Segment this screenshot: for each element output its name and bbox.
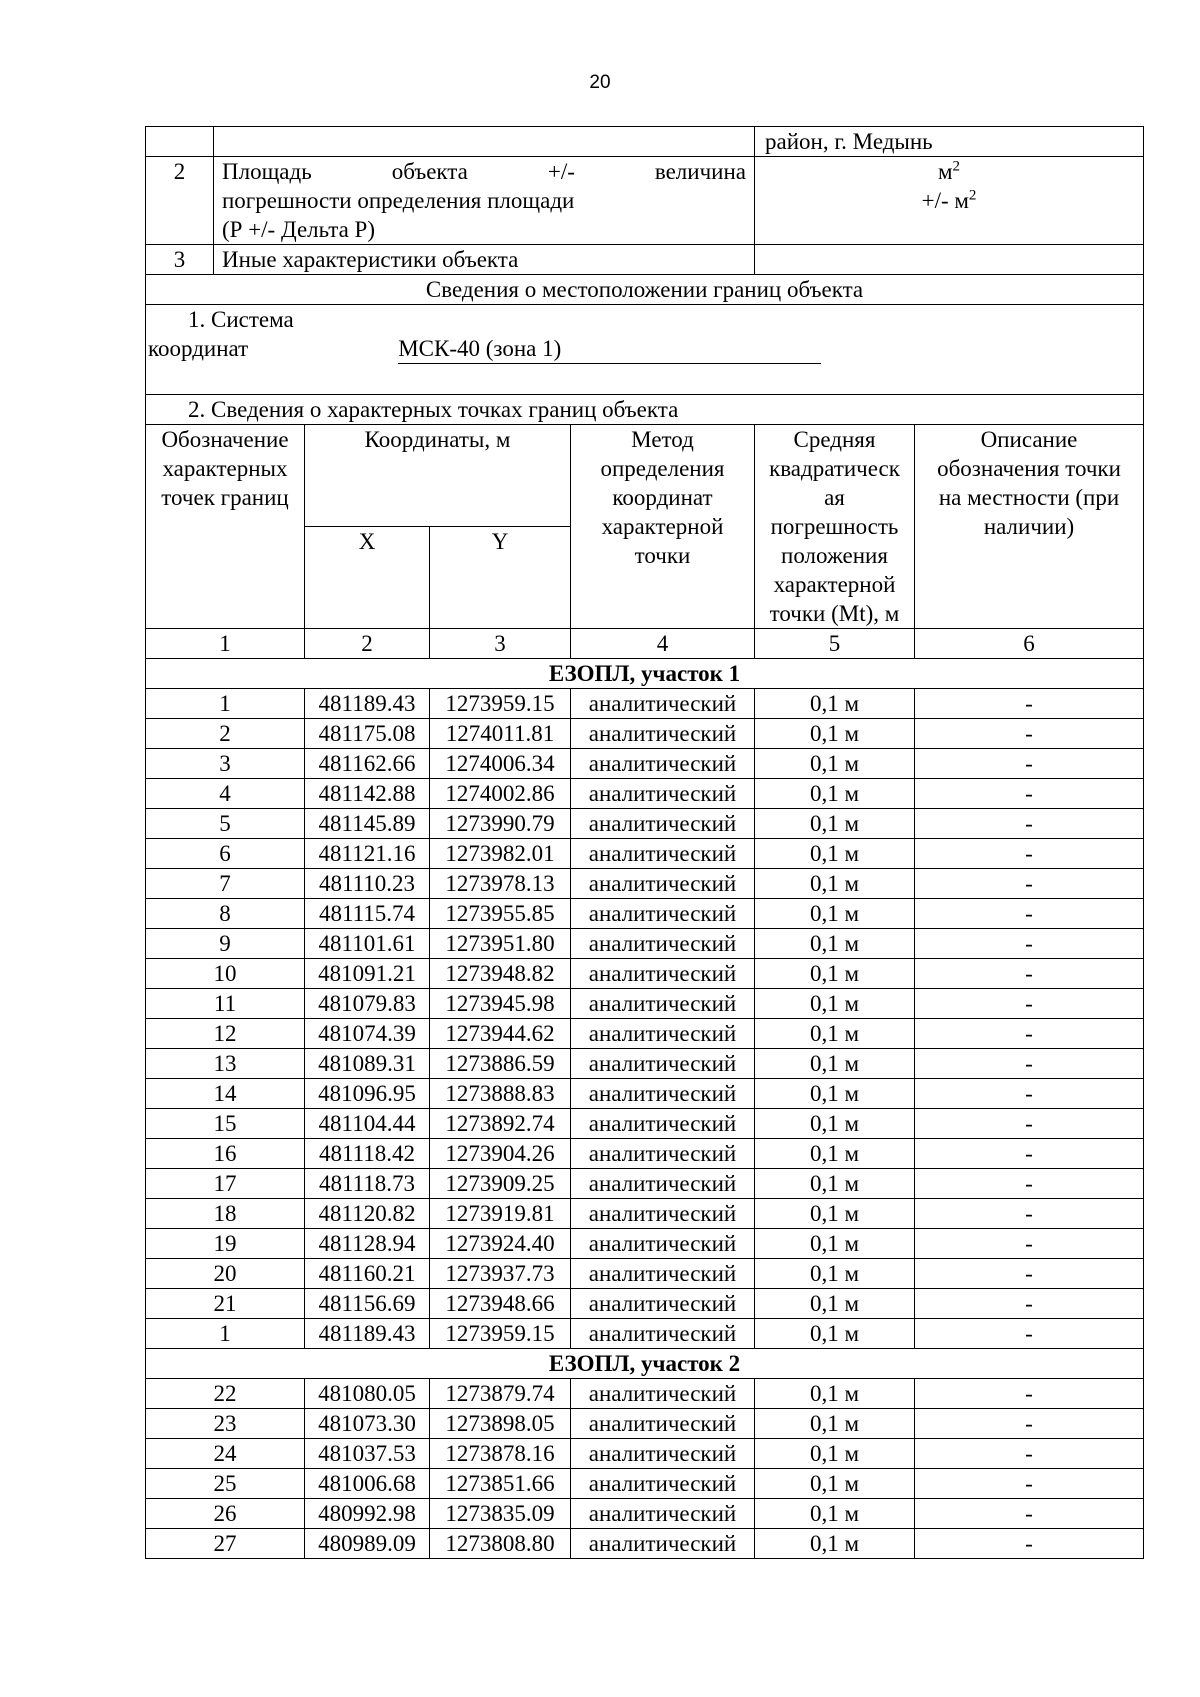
x-coordinate: 481128.94	[305, 1229, 430, 1259]
x-coordinate: 481156.69	[305, 1289, 430, 1319]
y-coordinate: 1273951.80	[430, 929, 571, 959]
y-coordinate: 1273919.81	[430, 1199, 571, 1229]
point-number: 18	[146, 1199, 305, 1229]
method: аналитический	[571, 1289, 755, 1319]
top-row-num: 2	[146, 157, 214, 245]
description: -	[915, 1319, 1144, 1349]
y-coordinate: 1273904.26	[430, 1139, 571, 1169]
points-body	[146, 659, 1144, 1559]
table-row	[146, 1499, 1144, 1529]
header-designation	[146, 425, 305, 629]
mean-error: 0,1 м	[755, 1079, 915, 1109]
method: аналитический	[571, 689, 755, 719]
area-unit: м	[937, 159, 953, 184]
y-coordinate: 1273959.15	[430, 1319, 571, 1349]
header-x: X	[305, 527, 430, 629]
table-row	[146, 989, 1144, 1019]
mean-error: 0,1 м	[755, 809, 915, 839]
section-header: ЕЗОПЛ, участок 2	[146, 1349, 1144, 1379]
header-description	[915, 425, 1144, 629]
section-header-row	[146, 1349, 1144, 1379]
description: -	[915, 1409, 1144, 1439]
table-row	[146, 1469, 1144, 1499]
mean-error: 0,1 м	[755, 1499, 915, 1529]
table-row	[146, 689, 1144, 719]
header-description-line: наличии)	[983, 514, 1075, 539]
header-row-1	[146, 425, 1144, 527]
section-title-row	[146, 275, 1144, 305]
table-row	[146, 959, 1144, 989]
table-row	[146, 1289, 1144, 1319]
column-number: 5	[755, 629, 915, 659]
x-coordinate: 481118.42	[305, 1139, 430, 1169]
method: аналитический	[571, 1529, 755, 1559]
top-row-1	[146, 157, 1144, 245]
mean-error: 0,1 м	[755, 929, 915, 959]
point-number: 9	[146, 929, 305, 959]
y-coordinate: 1273982.01	[430, 839, 571, 869]
point-number: 26	[146, 1499, 305, 1529]
column-number: 6	[915, 629, 1144, 659]
point-number: 1	[146, 689, 305, 719]
points-title-row	[146, 395, 1144, 425]
method: аналитический	[571, 839, 755, 869]
table-row	[146, 1439, 1144, 1469]
header-description-line: Описание	[980, 427, 1078, 452]
point-number: 7	[146, 869, 305, 899]
header-error-line: погрешность	[770, 514, 899, 539]
mean-error: 0,1 м	[755, 779, 915, 809]
table-row	[146, 1259, 1144, 1289]
table-row	[146, 929, 1144, 959]
x-coordinate: 481160.21	[305, 1259, 430, 1289]
x-coordinate: 481115.74	[305, 899, 430, 929]
table-row	[146, 719, 1144, 749]
y-coordinate: 1273948.66	[430, 1289, 571, 1319]
header-designation-line: точек границ	[161, 485, 289, 510]
mean-error: 0,1 м	[755, 1199, 915, 1229]
point-number: 24	[146, 1439, 305, 1469]
x-coordinate: 481121.16	[305, 839, 430, 869]
point-number: 15	[146, 1109, 305, 1139]
x-coordinate: 481101.61	[305, 929, 430, 959]
mean-error: 0,1 м	[755, 869, 915, 899]
header-coords: Координаты, м	[305, 425, 571, 527]
mean-error: 0,1 м	[755, 749, 915, 779]
method: аналитический	[571, 749, 755, 779]
top-row-0	[146, 127, 1144, 157]
x-coordinate: 481091.21	[305, 959, 430, 989]
mean-error: 0,1 м	[755, 1169, 915, 1199]
table-row	[146, 1169, 1144, 1199]
header-error-line: Средняя	[793, 427, 876, 452]
point-number: 3	[146, 749, 305, 779]
table-row	[146, 1109, 1144, 1139]
coord-system	[146, 305, 1144, 395]
area-label-line-3: (Р +/- Дельта Р)	[222, 217, 375, 242]
point-number: 22	[146, 1379, 305, 1409]
table-row	[146, 1529, 1144, 1559]
top-row-label	[214, 127, 755, 157]
y-coordinate: 1273944.62	[430, 1019, 571, 1049]
table-row	[146, 839, 1144, 869]
mean-error: 0,1 м	[755, 1229, 915, 1259]
y-coordinate: 1273924.40	[430, 1229, 571, 1259]
top-row-2	[146, 245, 1144, 275]
x-coordinate: 481175.08	[305, 719, 430, 749]
point-number: 4	[146, 779, 305, 809]
x-coordinate: 481162.66	[305, 749, 430, 779]
mean-error: 0,1 м	[755, 1289, 915, 1319]
section-header: ЕЗОПЛ, участок 1	[146, 659, 1144, 689]
mean-error: 0,1 м	[755, 1019, 915, 1049]
column-number: 4	[571, 629, 755, 659]
mean-error: 0,1 м	[755, 719, 915, 749]
header-method-line: точки	[634, 543, 691, 568]
table-row	[146, 1049, 1144, 1079]
x-coordinate: 481104.44	[305, 1109, 430, 1139]
method: аналитический	[571, 1169, 755, 1199]
point-number: 20	[146, 1259, 305, 1289]
y-coordinate: 1273959.15	[430, 689, 571, 719]
method: аналитический	[571, 719, 755, 749]
description: -	[915, 1109, 1144, 1139]
description: -	[915, 1169, 1144, 1199]
x-coordinate: 481110.23	[305, 869, 430, 899]
description: -	[915, 1259, 1144, 1289]
point-number: 17	[146, 1169, 305, 1199]
header-error-line: точки (Mt), м	[769, 601, 900, 626]
y-coordinate: 1273879.74	[430, 1379, 571, 1409]
header-description-line: на местности (при	[938, 485, 1120, 510]
section-title: Сведения о местоположении границ объекта	[146, 275, 1144, 305]
point-number: 16	[146, 1139, 305, 1169]
points-title: 2. Сведения о характерных точках границ объекта	[146, 395, 1144, 425]
header-error-line: квадратическ	[769, 456, 900, 481]
point-number: 27	[146, 1529, 305, 1559]
top-row-num	[146, 127, 214, 157]
method: аналитический	[571, 1199, 755, 1229]
method: аналитический	[571, 1049, 755, 1079]
header-method-line: координат	[612, 485, 713, 510]
mean-error: 0,1 м	[755, 959, 915, 989]
document-body	[145, 126, 1143, 1559]
x-coordinate: 481189.43	[305, 1319, 430, 1349]
y-coordinate: 1274011.81	[430, 719, 571, 749]
point-number: 12	[146, 1019, 305, 1049]
table-row	[146, 1199, 1144, 1229]
y-coordinate: 1273835.09	[430, 1499, 571, 1529]
x-coordinate: 481074.39	[305, 1019, 430, 1049]
point-number: 11	[146, 989, 305, 1019]
column-number: 2	[305, 629, 430, 659]
mean-error: 0,1 м	[755, 989, 915, 1019]
x-coordinate: 481142.88	[305, 779, 430, 809]
top-row-label	[214, 157, 755, 245]
x-coordinate: 481073.30	[305, 1409, 430, 1439]
description: -	[915, 869, 1144, 899]
description: -	[915, 1529, 1144, 1559]
y-coordinate: 1273955.85	[430, 899, 571, 929]
y-coordinate: 1273945.98	[430, 989, 571, 1019]
coord-system-value: МСК-40 (зона 1)	[398, 334, 821, 364]
area-value	[755, 157, 1144, 245]
y-coordinate: 1273886.59	[430, 1049, 571, 1079]
description: -	[915, 899, 1144, 929]
header-error-line: ая	[824, 485, 845, 510]
method: аналитический	[571, 1079, 755, 1109]
description: -	[915, 1439, 1144, 1469]
x-coordinate: 481006.68	[305, 1469, 430, 1499]
y-coordinate: 1274002.86	[430, 779, 571, 809]
area-label-line-2: погрешности определения площади	[222, 188, 575, 213]
header-method-line: Метод	[631, 427, 694, 452]
method: аналитический	[571, 1109, 755, 1139]
method: аналитический	[571, 779, 755, 809]
method: аналитический	[571, 989, 755, 1019]
table-row	[146, 749, 1144, 779]
mean-error: 0,1 м	[755, 1379, 915, 1409]
point-number: 14	[146, 1079, 305, 1109]
mean-error: 0,1 м	[755, 1259, 915, 1289]
table-row	[146, 809, 1144, 839]
description: -	[915, 1199, 1144, 1229]
y-coordinate: 1273878.16	[430, 1439, 571, 1469]
y-coordinate: 1273808.80	[430, 1529, 571, 1559]
section-header-row	[146, 659, 1144, 689]
description: -	[915, 929, 1144, 959]
description: -	[915, 959, 1144, 989]
coord-system-row	[146, 305, 1144, 395]
point-number: 6	[146, 839, 305, 869]
x-coordinate: 481120.82	[305, 1199, 430, 1229]
header-error	[755, 425, 915, 629]
description: -	[915, 839, 1144, 869]
x-coordinate: 481096.95	[305, 1079, 430, 1109]
description: -	[915, 1079, 1144, 1109]
top-row-num: 3	[146, 245, 214, 275]
table-row	[146, 869, 1144, 899]
method: аналитический	[571, 869, 755, 899]
description: -	[915, 749, 1144, 779]
table-row	[146, 1379, 1144, 1409]
description: -	[915, 779, 1144, 809]
method: аналитический	[571, 1379, 755, 1409]
method: аналитический	[571, 1139, 755, 1169]
x-coordinate: 481037.53	[305, 1439, 430, 1469]
method: аналитический	[571, 1409, 755, 1439]
area-error-unit-sup: 2	[968, 187, 977, 204]
description: -	[915, 719, 1144, 749]
area-error-unit: +/- м	[921, 188, 969, 213]
description: -	[915, 1289, 1144, 1319]
page-number: 20	[589, 72, 611, 93]
mean-error: 0,1 м	[755, 689, 915, 719]
description: -	[915, 1379, 1144, 1409]
header-method-line: характерной	[601, 514, 724, 539]
description: -	[915, 1469, 1144, 1499]
top-row-label: Иные характеристики объекта	[214, 245, 755, 275]
point-number: 13	[146, 1049, 305, 1079]
method: аналитический	[571, 1319, 755, 1349]
point-number: 19	[146, 1229, 305, 1259]
method: аналитический	[571, 1229, 755, 1259]
mean-error: 0,1 м	[755, 1139, 915, 1169]
y-coordinate: 1273898.05	[430, 1409, 571, 1439]
point-number: 1	[146, 1319, 305, 1349]
table-row	[146, 1139, 1144, 1169]
method: аналитический	[571, 1499, 755, 1529]
mean-error: 0,1 м	[755, 839, 915, 869]
description: -	[915, 1139, 1144, 1169]
header-error-line: положения	[781, 543, 888, 568]
point-number: 2	[146, 719, 305, 749]
header-error-line: характерной	[773, 572, 896, 597]
description: -	[915, 1229, 1144, 1259]
y-coordinate: 1273892.74	[430, 1109, 571, 1139]
column-numbers-row	[146, 629, 1144, 659]
mean-error: 0,1 м	[755, 1049, 915, 1079]
column-number: 1	[146, 629, 305, 659]
description: -	[915, 689, 1144, 719]
x-coordinate: 481189.43	[305, 689, 430, 719]
y-coordinate: 1273948.82	[430, 959, 571, 989]
x-coordinate: 481080.05	[305, 1379, 430, 1409]
method: аналитический	[571, 1259, 755, 1289]
characteristics-table	[145, 126, 1144, 1559]
table-row	[146, 899, 1144, 929]
y-coordinate: 1273990.79	[430, 809, 571, 839]
mean-error: 0,1 м	[755, 899, 915, 929]
x-coordinate: 481089.31	[305, 1049, 430, 1079]
x-coordinate: 481145.89	[305, 809, 430, 839]
area-unit-sup: 2	[952, 158, 961, 175]
method: аналитический	[571, 899, 755, 929]
y-coordinate: 1273909.25	[430, 1169, 571, 1199]
point-number: 23	[146, 1409, 305, 1439]
point-number: 5	[146, 809, 305, 839]
mean-error: 0,1 м	[755, 1409, 915, 1439]
description: -	[915, 809, 1144, 839]
header-y: Y	[430, 527, 571, 629]
mean-error: 0,1 м	[755, 1469, 915, 1499]
description: -	[915, 989, 1144, 1019]
method: аналитический	[571, 809, 755, 839]
table-row	[146, 779, 1144, 809]
mean-error: 0,1 м	[755, 1109, 915, 1139]
description: -	[915, 1499, 1144, 1529]
y-coordinate: 1273937.73	[430, 1259, 571, 1289]
point-number: 25	[146, 1469, 305, 1499]
table-row	[146, 1319, 1144, 1349]
mean-error: 0,1 м	[755, 1319, 915, 1349]
point-number: 8	[146, 899, 305, 929]
header-method	[571, 425, 755, 629]
coord-system-label-1: 1. Система	[188, 307, 294, 332]
point-number: 21	[146, 1289, 305, 1319]
top-row-value: район, г. Медынь	[755, 127, 1144, 157]
area-label-line-1: Площадь объекта +/- величина	[222, 159, 746, 184]
table-row	[146, 1079, 1144, 1109]
description: -	[915, 1019, 1144, 1049]
method: аналитический	[571, 1469, 755, 1499]
mean-error: 0,1 м	[755, 1529, 915, 1559]
table-row	[146, 1409, 1144, 1439]
coord-system-label-2: координат	[148, 336, 249, 361]
top-row-value	[755, 245, 1144, 275]
y-coordinate: 1273978.13	[430, 869, 571, 899]
method: аналитический	[571, 929, 755, 959]
y-coordinate: 1274006.34	[430, 749, 571, 779]
mean-error: 0,1 м	[755, 1439, 915, 1469]
method: аналитический	[571, 1439, 755, 1469]
y-coordinate: 1273851.66	[430, 1469, 571, 1499]
column-number: 3	[430, 629, 571, 659]
method: аналитический	[571, 959, 755, 989]
table-row	[146, 1229, 1144, 1259]
x-coordinate: 481118.73	[305, 1169, 430, 1199]
x-coordinate: 481079.83	[305, 989, 430, 1019]
table-row	[146, 1019, 1144, 1049]
header-description-line: обозначения точки	[937, 456, 1121, 481]
header-designation-line: Обозначение	[161, 427, 289, 452]
x-coordinate: 480989.09	[305, 1529, 430, 1559]
point-number: 10	[146, 959, 305, 989]
x-coordinate: 480992.98	[305, 1499, 430, 1529]
y-coordinate: 1273888.83	[430, 1079, 571, 1109]
description: -	[915, 1049, 1144, 1079]
header-method-line: определения	[600, 456, 725, 481]
header-designation-line: характерных	[162, 456, 288, 481]
method: аналитический	[571, 1019, 755, 1049]
